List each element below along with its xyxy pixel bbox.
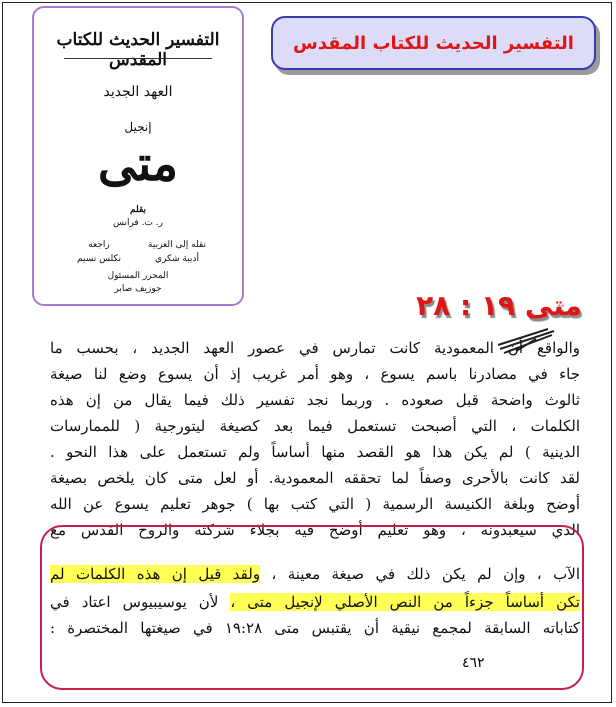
title-banner bbox=[271, 16, 596, 70]
book-cover bbox=[32, 6, 244, 306]
page-line-9-prefix: الآب ، وإن لم يكن ذلك في صيغة معينة ، bbox=[260, 565, 580, 583]
cover-reviewed-label: راجعه bbox=[88, 240, 110, 250]
cover-translator-name: أديبة شكري bbox=[155, 254, 199, 264]
cover-author-name: ر. ت. فرانس bbox=[112, 218, 163, 228]
cover-reviewer-block bbox=[64, 238, 134, 266]
cover-responsible-block bbox=[34, 270, 242, 296]
page-line-5: الدينية ) لم يكن هذا هو القصد منها أساساً ولم تستعمل على هذا النحو . bbox=[50, 443, 580, 461]
highlight-oval bbox=[40, 525, 584, 690]
page-line-6: لقد كانت بالأحرى وصفاً لما تحققه المعمودية. أو لعل متى كان يلخص بصيغة bbox=[50, 469, 580, 487]
banner-title: التفسير الحديث للكتاب المقدس bbox=[293, 32, 574, 54]
cover-testament: العهد الجديد bbox=[103, 84, 173, 100]
cover-series-title: التفسير الحديث للكتاب المقدس bbox=[56, 30, 220, 70]
page-number: ٤٦٢ bbox=[462, 655, 485, 671]
page-line-3: ثالوث واضحة قبل صعوده . وربما نجد تفسير ذلك فيما يقال من إن هذه bbox=[50, 391, 580, 409]
highlighted-phrase-1: ولقد قيل إن هذه الكلمات لم bbox=[50, 565, 261, 583]
page-line-8: الذي سيعبدونه ، وهو تعليم أوضح فيه بجلاء شركته والروح القدس مع bbox=[50, 521, 580, 539]
cover-gospel-name: متى bbox=[97, 136, 179, 192]
cover-reviewer-name: نكلس نسيم bbox=[76, 254, 122, 264]
page-line-2: جاء في مصادرنا باسم يسوع ، وهو أمر غريب إذ أن يسوع وضع لنا صيغة bbox=[50, 365, 580, 383]
page-line-10-suffix: لأن يوسيبيوس اعتاد في bbox=[50, 593, 231, 611]
page-line-7: أوضح وبلغة الكنيسة الرسمية ( التي كتب بها ) جوهر تعليم يسوع عن الله bbox=[50, 495, 580, 513]
cover-divider bbox=[64, 58, 212, 59]
cover-translated-label: نقله إلى العربية bbox=[148, 240, 206, 250]
verse-reference-heading: متى ١٩ : ٢٨ bbox=[416, 289, 582, 322]
page-line-1: والواقع أن المعمودية كانت تمارس في عصور العهد الجديد ، بحسب ما bbox=[50, 339, 580, 357]
cover-responsible-name: جوزيف صابر bbox=[114, 284, 162, 294]
cover-responsible-label: المحرر المسئول bbox=[107, 271, 169, 281]
highlighted-phrase-2: تكن أساساً جزءاً من النص الأصلي لإنجيل متى ، bbox=[230, 593, 580, 611]
page-line-4: الكلمات ، التي أصبحت تستعمل فيما بعد كصيغة ليتورجية ( للممارسات bbox=[50, 417, 580, 435]
cover-author-label: بقلم bbox=[129, 205, 147, 215]
cover-translator-block bbox=[142, 238, 212, 266]
page-line-11: كتاباته السابقة لمجمع نيقية أن يقتبس متى ١٩:٢٨ في صيغتها المختصرة : bbox=[50, 619, 580, 637]
cover-gospel-label: إنجيل bbox=[124, 120, 152, 134]
